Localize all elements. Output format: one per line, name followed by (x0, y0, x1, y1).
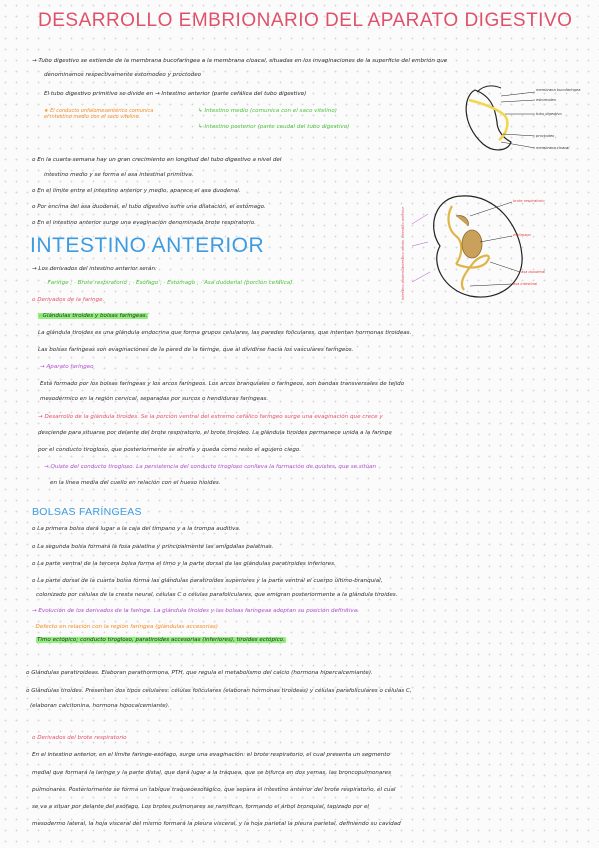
para-2: intestino medio y se forma el asa intestinal primitiva. (44, 172, 194, 178)
fig1-label-3: tubo digestivo (536, 112, 562, 116)
page-title: DESARROLLO EMBRIONARIO DEL APARATO DIGESTIVO (38, 10, 573, 31)
brote-line-5: mesodermo lateral, la hoja visceral del mismo formará la pleura visceral, y la hoja parietal la pleura parietal, definiendo su cavidad (32, 821, 401, 827)
anterior-line-14: en la línea media del cuello en relación con el hueso hioides. (50, 480, 221, 486)
brote-line-1: En el intestino anterior, en el límite faringe-esófago, surge una evaginación: el brote respiratorio, el cual presenta un segmento (32, 752, 390, 758)
anterior-line-5: La glándula tiroides es una glándula endocrina que forma grupos celulares, las paredes foliculares, que intentan hormonas tiroideas. (38, 330, 412, 336)
bolsas-line-7: · Defecto en relación con la región faríngea (glándulas accesorias) (32, 624, 218, 630)
intro-note: ★ El conducto onfalomesentérico comunica el intestino medio con el saco vitelino. (44, 108, 154, 120)
intro-line-2: denominamos respectivamente estomodeo y proctodeo (44, 72, 202, 78)
embryo-figure-1 (455, 78, 587, 162)
bolsas-line-6: → Evolución de los derivados de la faringe. La glándula tiroides y las bolsas faríngeas adoptan su posición definitiva. (32, 608, 359, 614)
intro-line-4: ↳ Intestino medio (comunica con el saco vitelino) (198, 108, 337, 114)
glands-line-1: o Glándulas paratiroideas. Elaboran parathormona, PTH, que regula el metabolismo del calcio (hormona hipercalcemiante). (26, 670, 373, 676)
brote-line-4: se va a situar por delante del esófago. Los brotes pulmonares se ramifican, formando el árbol bronquial, tapizado por el (32, 804, 369, 810)
fig1-label-5: membrana cloacal (536, 146, 570, 150)
para-1: o En la cuarta semana hay un gran crecimiento en longitud del tubo digestivo a nivel del (32, 157, 282, 163)
bolsas-line-2: o La segunda bolsa formará la fosa palatina y principalmente las amígdalas palatinas. (32, 544, 274, 550)
anterior-line-4 (38, 313, 148, 320)
glands-line-2: o Glándulas tiroides. Presentan dos tipos celulares: células foliculares (elaboran hormonas tiroideas) y células parafoliculares o células C, (26, 688, 412, 694)
intro-line-3: El tubo digestivo primitivo se divide en → Intestino anterior (parte cefálica del tubo digestivo) (44, 91, 307, 97)
brote-line-3: pulmonares. Posteriormente se forma un tabique traqueoesofágico, que separa el intestino anterior del brote respiratorio, el cual (32, 787, 396, 793)
glands-line-3: (elaboran calcitonina, hormona hipocalcemiante). (30, 703, 170, 709)
para-5: o En el intestino anterior surge una evaginación denominada brote respiratorio. (32, 220, 256, 226)
bolsas-line-1: o La primera bolsa dará lugar a la caja del tímpano y a la trompa auditiva. (32, 526, 241, 532)
anterior-line-2: · Faringe ; · Brote respiratorio ; · Esófago ; · Estómago ; · Asa duodenal (porción cefálica). (44, 280, 295, 286)
anterior-line-7: → Aparato faríngeo (40, 364, 94, 370)
fig2-label-5: intestino anterior (401, 206, 405, 238)
bolsas-line-8-text: Timo ectópico; conducto tirogloso, paratiroides accesorias (inferiores), tiroides ectópico. (37, 637, 285, 643)
anterior-line-12: por el conducto tirogloso, que posteriormente se atrofia y queda como resto el agujero ciego. (38, 447, 302, 453)
anterior-line-10: → Desarrollo de la glándula tiroides. Se la porción ventral del extremo cefálico faríngeo surge una evaginación que crece y (38, 414, 383, 420)
fig2-label-1: brote respiratorio (513, 199, 545, 203)
fig1-label-1: membrana bucofaríngea (536, 88, 581, 92)
anterior-line-1: → Los derivados del intestino anterior serán: (32, 266, 157, 272)
anterior-line-3: o Derivados de la faringe. (32, 297, 105, 303)
anterior-line-9: mesodérmico en la región cervical, separadas por surcos o hendiduras faríngeas. (40, 396, 269, 402)
bolsas-line-8 (36, 637, 286, 644)
brote-line-2: medial que formará la laringe y la parte distal, que dará lugar a la tráquea, que se bifurca en dos yemas, las broncopulmonares (32, 770, 392, 776)
bolsas-line-4: o La parte dorsal de la cuarta bolsa forma las glándulas paratiroides superiores y la parte ventral el cuerpo último-branquial, (32, 578, 383, 584)
fig2-label-6: intestino medio (401, 240, 405, 268)
bolsas-line-3: o La parte ventral de la tercera bolsa forma el timo y la parte dorsal da las glándulas paratiroides inferiores. (32, 561, 336, 567)
fig2-label-2: estómago (513, 233, 531, 237)
intro-line-1: → Tubo digestivo se extiende de la membrana bucofaríngea a la membrana cloacal, situadas en los invaginaciones de la superficie del embrión que (32, 58, 448, 64)
fig2-label-3: asa duodenal (521, 270, 546, 274)
fig1-label-4: proctodeo (536, 134, 555, 138)
anterior-line-11: desciende para situarse por delante del brote respiratorio, el brote tiroideo. La glándula tiroides permanece unida a la faringe (38, 430, 392, 436)
para-3: o En el límite entre el intestino anterior y medio, aparece el asa duodenal. (32, 188, 241, 194)
fig1-label-2: estomodeo (536, 98, 557, 102)
intro-line-5: ↳ Intestino posterior (parte caudal del tubo digestivo) (198, 124, 350, 130)
anterior-line-13: → Quiste del conducto tirogloso. La persistencia del conducto tirogloso conlleva la formación de quistes, que se sitúan (44, 464, 377, 470)
anterior-line-4-text: · Glándulas tiroides y bolsas faríngeas. (39, 313, 148, 319)
fig2-label-4: asa intestinal (513, 282, 538, 286)
anterior-line-6: Las bolsas faríngeas son evaginaciones de la pared de la faringe, que al dividirse hacia los vasculares faríngeos. (38, 347, 354, 353)
para-4: o Por encima del asa duodenal, el tubo digestivo sufre una dilatación, el estómago. (32, 204, 266, 210)
embryo-figure-2 (400, 186, 580, 304)
fig2-label-7: intestino posterior (401, 267, 405, 300)
bolsas-line-5: colonizado por células de la cresta neural, células C o células parafoliculares, que emigran posteriormente a la glándula tiroides. (36, 592, 398, 598)
section-title-bolsas: BOLSAS FARÍNGEAS (32, 506, 142, 518)
anterior-line-8: Está formado por los bolsas faríngeas y los arcos faríngeos. Los arcos branquiales o faríngeos, son bandas transversales de tejido (40, 381, 405, 387)
brote-header: o Derivados del brote respiratorio (32, 735, 127, 741)
section-title-anterior: INTESTINO ANTERIOR (30, 234, 265, 257)
